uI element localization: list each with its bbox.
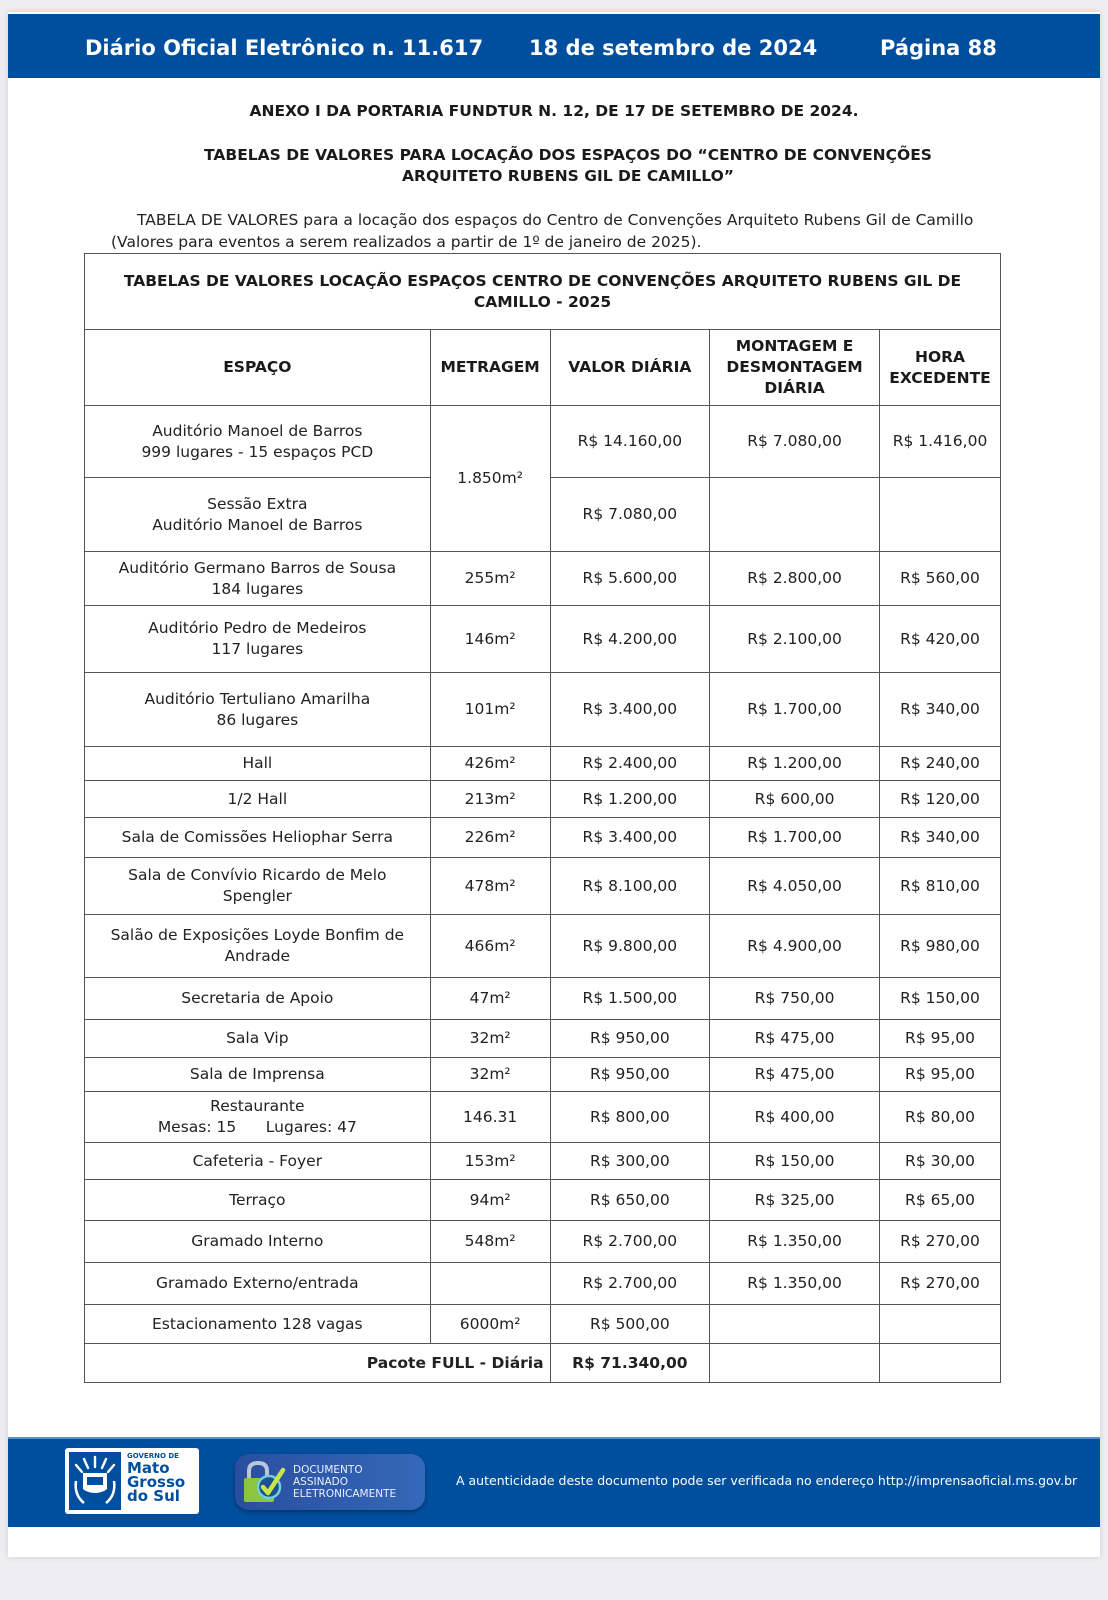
cell-metragem: 146.31 bbox=[430, 1092, 550, 1143]
electronic-signature-badge bbox=[235, 1454, 425, 1510]
page-number: Página 88 bbox=[880, 36, 997, 60]
cell-valor-diaria: R$ 9.800,00 bbox=[550, 915, 710, 978]
cell-montagem: R$ 600,00 bbox=[710, 781, 880, 818]
espaco-line: Cafeteria - Foyer bbox=[192, 1151, 323, 1170]
cell-espaco bbox=[85, 406, 431, 478]
table-row bbox=[85, 1058, 1001, 1092]
cell-metragem: 6000m² bbox=[430, 1305, 550, 1344]
table-row bbox=[85, 818, 1001, 858]
table-row bbox=[85, 747, 1001, 781]
cell-hora-excedente: R$ 270,00 bbox=[880, 1263, 1001, 1305]
espaco-line: Salão de Exposições Loyde Bonfim de bbox=[110, 926, 405, 944]
cell-metragem: 47m² bbox=[430, 978, 550, 1020]
cell-hora-excedente: R$ 420,00 bbox=[880, 606, 1001, 673]
cell-montagem: R$ 150,00 bbox=[710, 1143, 880, 1180]
cell-hora-excedente: R$ 340,00 bbox=[880, 818, 1001, 858]
cell-metragem: 1.850m² bbox=[430, 406, 550, 552]
total-row bbox=[85, 1344, 1001, 1383]
cell-metragem: 32m² bbox=[430, 1020, 550, 1058]
espaco-line: Restaurante bbox=[210, 1097, 305, 1115]
cell-hora-excedente: R$ 340,00 bbox=[880, 673, 1001, 747]
price-table bbox=[84, 253, 1001, 1383]
cell-espaco bbox=[85, 1263, 431, 1305]
cell-espaco bbox=[85, 1092, 431, 1143]
cell-hora-excedente: R$ 95,00 bbox=[880, 1020, 1001, 1058]
espaco-line: Gramado Externo/entrada bbox=[156, 1274, 359, 1292]
espaco-line: Hall bbox=[242, 754, 273, 772]
gov-logo-line4: do Sul bbox=[127, 1487, 180, 1505]
cell-espaco bbox=[85, 915, 431, 978]
government-name bbox=[125, 1448, 199, 1514]
cell-hora-excedente: R$ 1.416,00 bbox=[880, 406, 1001, 478]
table-row bbox=[85, 1092, 1001, 1143]
cell-hora-excedente: R$ 980,00 bbox=[880, 915, 1001, 978]
cell-hora-excedente: R$ 560,00 bbox=[880, 552, 1001, 606]
cell-espaco bbox=[85, 1143, 431, 1180]
gov-logo-line1: GOVERNO DE bbox=[127, 1452, 179, 1460]
cell-metragem: 213m² bbox=[430, 781, 550, 818]
cell-montagem: R$ 1.350,00 bbox=[710, 1263, 880, 1305]
cell-valor-diaria: R$ 1.200,00 bbox=[550, 781, 710, 818]
cell-valor-diaria: R$ 3.400,00 bbox=[550, 673, 710, 747]
column-header-espaco: ESPAÇO bbox=[85, 330, 431, 406]
cell-hora-excedente bbox=[880, 478, 1001, 552]
cell-montagem: R$ 750,00 bbox=[710, 978, 880, 1020]
table-title-row bbox=[85, 254, 1001, 330]
cell-metragem: 426m² bbox=[430, 747, 550, 781]
cell-montagem: R$ 1.700,00 bbox=[710, 673, 880, 747]
table-row bbox=[85, 673, 1001, 747]
cell-valor-diaria: R$ 2.400,00 bbox=[550, 747, 710, 781]
gov-logo-line2: Mato bbox=[127, 1459, 170, 1477]
table-row bbox=[85, 858, 1001, 915]
table-row bbox=[85, 1221, 1001, 1263]
signature-line2: ASSINADO bbox=[293, 1476, 348, 1488]
cell-hora-excedente: R$ 95,00 bbox=[880, 1058, 1001, 1092]
cell-valor-diaria: R$ 950,00 bbox=[550, 1058, 710, 1092]
cell-valor-diaria: R$ 3.400,00 bbox=[550, 818, 710, 858]
table-row bbox=[85, 781, 1001, 818]
cell-espaco bbox=[85, 1221, 431, 1263]
table-row bbox=[85, 406, 1001, 478]
cell-valor-diaria: R$ 4.200,00 bbox=[550, 606, 710, 673]
cell-montagem: R$ 475,00 bbox=[710, 1020, 880, 1058]
table-row bbox=[85, 1263, 1001, 1305]
column-header-metragem: METRAGEM bbox=[430, 330, 550, 406]
column-header-hora-excedente: HORA EXCEDENTE bbox=[880, 330, 1001, 406]
cell-valor-diaria: R$ 2.700,00 bbox=[550, 1263, 710, 1305]
total-value: R$ 71.340,00 bbox=[550, 1344, 710, 1383]
cell-montagem: R$ 2.100,00 bbox=[710, 606, 880, 673]
intro-paragraph: TABELA DE VALORES para a locação dos espaços do Centro de Convenções Arquiteto Rubens Gil de Camillo (Valores para eventos a serem realizados a partir de 1º de janeiro de 2025). bbox=[111, 211, 974, 251]
cell-espaco bbox=[85, 606, 431, 673]
publication-title: Diário Oficial Eletrônico n. 11.617 bbox=[85, 36, 484, 60]
cell-hora-excedente: R$ 810,00 bbox=[880, 858, 1001, 915]
cell-espaco bbox=[85, 1020, 431, 1058]
cell-valor-diaria: R$ 950,00 bbox=[550, 1020, 710, 1058]
espaco-line: 86 lugares bbox=[216, 710, 299, 729]
cell-valor-diaria: R$ 1.500,00 bbox=[550, 978, 710, 1020]
espaco-line: Andrade bbox=[224, 947, 291, 965]
authenticity-notice: A autenticidade deste documento pode ser verificada no endereço http://imprensaoficial.ms.gov.br bbox=[456, 1473, 1078, 1488]
cell-montagem bbox=[710, 1305, 880, 1344]
government-logo bbox=[65, 1448, 199, 1514]
cell-valor-diaria: R$ 650,00 bbox=[550, 1180, 710, 1221]
cell-metragem: 226m² bbox=[430, 818, 550, 858]
table-body bbox=[85, 406, 1001, 1383]
cell-empty bbox=[880, 1344, 1001, 1383]
cell-valor-diaria: R$ 7.080,00 bbox=[550, 478, 710, 552]
cell-hora-excedente: R$ 65,00 bbox=[880, 1180, 1001, 1221]
padlock-check-icon bbox=[235, 1454, 293, 1510]
signature-text bbox=[293, 1464, 396, 1500]
cell-valor-diaria: R$ 14.160,00 bbox=[550, 406, 710, 478]
espaco-line: Sala Vip bbox=[226, 1029, 289, 1047]
cell-espaco bbox=[85, 552, 431, 606]
espaco-line: Auditório Tertuliano Amarilha bbox=[144, 689, 371, 708]
cell-metragem: 478m² bbox=[430, 858, 550, 915]
espaco-line: Auditório Manoel de Barros bbox=[152, 421, 363, 440]
cell-hora-excedente bbox=[880, 1305, 1001, 1344]
espaco-line: Terraço bbox=[229, 1190, 286, 1209]
publication-date: 18 de setembro de 2024 bbox=[529, 36, 818, 60]
gov-logo-line3: Grosso bbox=[127, 1473, 186, 1491]
cell-montagem bbox=[710, 478, 880, 552]
espaco-line: Sala de Convívio Ricardo de Melo bbox=[128, 866, 387, 884]
table-row bbox=[85, 1020, 1001, 1058]
cell-espaco bbox=[85, 673, 431, 747]
cell-espaco bbox=[85, 1058, 431, 1092]
cell-montagem: R$ 2.800,00 bbox=[710, 552, 880, 606]
table-row bbox=[85, 1143, 1001, 1180]
espaco-line: Secretaria de Apoio bbox=[181, 989, 334, 1007]
espaco-line: 117 lugares bbox=[211, 640, 304, 658]
table-row bbox=[85, 915, 1001, 978]
espaco-line: Estacionamento 128 vagas bbox=[152, 1314, 363, 1333]
cell-metragem bbox=[430, 1263, 550, 1305]
cell-metragem: 548m² bbox=[430, 1221, 550, 1263]
cell-valor-diaria: R$ 8.100,00 bbox=[550, 858, 710, 915]
signature-line1: DOCUMENTO bbox=[293, 1464, 363, 1476]
table-title: TABELAS DE VALORES LOCAÇÃO ESPAÇOS CENTRO DE CONVENÇÕES ARQUITETO RUBENS GIL DE CAMILLO - 2025 bbox=[85, 254, 1001, 330]
header-bar bbox=[8, 14, 1100, 78]
espaco-line: Spengler bbox=[222, 887, 292, 905]
cell-hora-excedente: R$ 30,00 bbox=[880, 1143, 1001, 1180]
table-row bbox=[85, 978, 1001, 1020]
espaco-line: Sala de Imprensa bbox=[189, 1065, 325, 1083]
table-row bbox=[85, 1305, 1001, 1344]
table-row bbox=[85, 606, 1001, 673]
cell-hora-excedente: R$ 150,00 bbox=[880, 978, 1001, 1020]
cell-montagem: R$ 1.350,00 bbox=[710, 1221, 880, 1263]
total-label: Pacote FULL - Diária bbox=[85, 1344, 551, 1383]
cell-montagem: R$ 400,00 bbox=[710, 1092, 880, 1143]
cell-metragem: 32m² bbox=[430, 1058, 550, 1092]
cell-valor-diaria: R$ 2.700,00 bbox=[550, 1221, 710, 1263]
espaco-line: Gramado Interno bbox=[191, 1232, 324, 1250]
table-row bbox=[85, 1180, 1001, 1221]
cell-hora-excedente: R$ 80,00 bbox=[880, 1092, 1001, 1143]
cell-valor-diaria: R$ 300,00 bbox=[550, 1143, 710, 1180]
cell-espaco bbox=[85, 747, 431, 781]
cell-montagem: R$ 475,00 bbox=[710, 1058, 880, 1092]
espaco-line: 1/2 Hall bbox=[227, 789, 288, 808]
cell-metragem: 255m² bbox=[430, 552, 550, 606]
espaco-line: Sessão Extra bbox=[207, 494, 308, 513]
column-header-montagem: MONTAGEM E DESMONTAGEM DIÁRIA bbox=[710, 330, 880, 406]
cell-metragem: 146m² bbox=[430, 606, 550, 673]
annex-title: ANEXO I DA PORTARIA FUNDTUR N. 12, DE 17 DE SETEMBRO DE 2024. bbox=[249, 102, 859, 120]
cell-montagem: R$ 1.200,00 bbox=[710, 747, 880, 781]
footer-bar bbox=[8, 1437, 1100, 1527]
espaco-line: Mesas: 15 Lugares: 47 bbox=[157, 1118, 357, 1136]
column-header-valor-diaria: VALOR DIÁRIA bbox=[550, 330, 710, 406]
cell-hora-excedente: R$ 120,00 bbox=[880, 781, 1001, 818]
cell-montagem: R$ 1.700,00 bbox=[710, 818, 880, 858]
cell-montagem: R$ 325,00 bbox=[710, 1180, 880, 1221]
cell-valor-diaria: R$ 5.600,00 bbox=[550, 552, 710, 606]
column-header-row bbox=[85, 330, 1001, 406]
espaco-line: Sala de Comissões Heliophar Serra bbox=[121, 828, 394, 846]
espaco-line: Auditório Pedro de Medeiros bbox=[148, 619, 367, 637]
cell-espaco bbox=[85, 1180, 431, 1221]
cell-espaco bbox=[85, 978, 431, 1020]
espaco-line: Auditório Germano Barros de Sousa bbox=[118, 558, 397, 577]
table-row bbox=[85, 552, 1001, 606]
state-crest-icon bbox=[65, 1448, 125, 1514]
cell-montagem: R$ 4.050,00 bbox=[710, 858, 880, 915]
cell-metragem: 94m² bbox=[430, 1180, 550, 1221]
cell-montagem: R$ 7.080,00 bbox=[710, 406, 880, 478]
cell-espaco bbox=[85, 858, 431, 915]
signature-line3: ELETRONICAMENTE bbox=[293, 1488, 397, 1500]
espaco-line: 999 lugares - 15 espaços PCD bbox=[141, 442, 374, 461]
cell-metragem: 101m² bbox=[430, 673, 550, 747]
cell-espaco bbox=[85, 781, 431, 818]
cell-valor-diaria: R$ 500,00 bbox=[550, 1305, 710, 1344]
cell-hora-excedente: R$ 270,00 bbox=[880, 1221, 1001, 1263]
cell-espaco bbox=[85, 478, 431, 552]
cell-metragem: 153m² bbox=[430, 1143, 550, 1180]
document-page bbox=[8, 12, 1100, 1557]
cell-valor-diaria: R$ 800,00 bbox=[550, 1092, 710, 1143]
cell-espaco bbox=[85, 818, 431, 858]
cell-montagem: R$ 4.900,00 bbox=[710, 915, 880, 978]
espaco-line: 184 lugares bbox=[211, 579, 304, 598]
cell-metragem: 466m² bbox=[430, 915, 550, 978]
cell-hora-excedente: R$ 240,00 bbox=[880, 747, 1001, 781]
espaco-line: Auditório Manoel de Barros bbox=[152, 515, 363, 534]
cell-empty bbox=[710, 1344, 880, 1383]
document-subtitle: TABELAS DE VALORES PARA LOCAÇÃO DOS ESPAÇOS DO “CENTRO DE CONVENÇÕES ARQUITETO RUBENS GIL DE CAMILLO” bbox=[204, 146, 932, 185]
cell-espaco bbox=[85, 1305, 431, 1344]
